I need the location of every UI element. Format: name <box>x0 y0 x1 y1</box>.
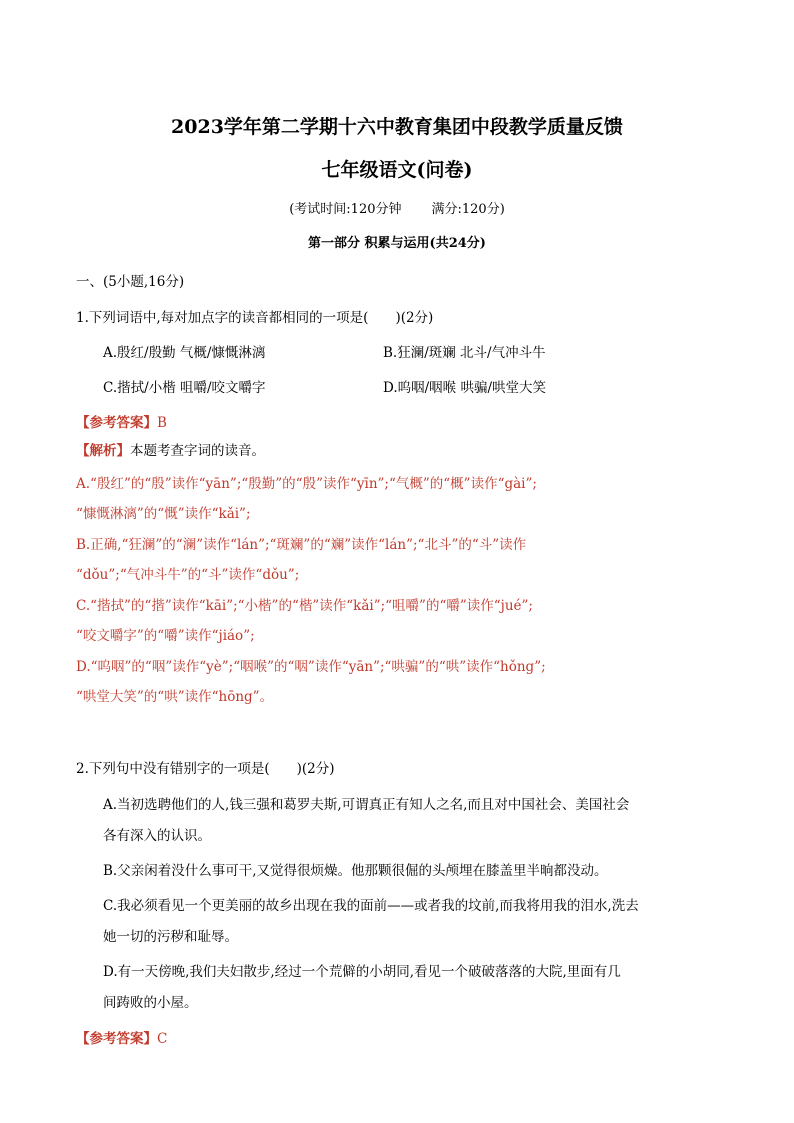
exam-score: 满分:120分) <box>431 202 505 217</box>
q1-answer <box>76 411 167 431</box>
q1-option-c: C.揩拭/小楷 咀嚼/咬文嚼字 <box>103 380 266 396</box>
q1-expl-line: “咬文嚼字”的“嚼”读作“jiáo”; <box>76 628 255 644</box>
q1-option-b: B.狂澜/斑斓 北斗/气冲斗牛 <box>383 345 546 361</box>
q1-analysis <box>76 439 265 459</box>
q1-expl-line: “慷慨淋漓”的“慨”读作“kǎi”; <box>76 506 251 522</box>
q1-expl-line: C.“揩拭”的“揩”读作“kāi”;“小楷”的“楷”读作“kǎi”;“咀嚼”的“嚼”读作“jué”; <box>76 598 533 614</box>
q2-option-a-cont: 各有深入的认识。 <box>103 828 211 844</box>
q1-expl-line: B.正确,“狂澜”的“澜”读作“lán”;“斑斓”的“斓”读作“lán”;“北斗”的“斗”读作 <box>76 537 527 553</box>
q2-option-d-cont: 间踌败的小屋。 <box>103 995 198 1011</box>
q1-expl-line: D.“呜咽”的“咽”读作“yè”;“咽喉”的“咽”读作“yān”;“哄骗”的“哄”读作“hǒng”; <box>76 659 546 675</box>
q1-answer-label: 【参考答案】 <box>76 415 157 431</box>
q2-answer-value: C <box>157 1031 168 1047</box>
q1-option-d: D.呜咽/咽喉 哄骗/哄堂大笑 <box>383 380 547 396</box>
q1-expl-line: A.“殷红”的“殷”读作“yān”;“殷勤”的“殷”读作“yīn”;“气概”的“概”读作“gài”; <box>76 476 537 492</box>
q2-answer-label: 【参考答案】 <box>76 1031 157 1047</box>
q1-options-row2 <box>103 376 547 396</box>
section-heading: 一、(5小题,16分) <box>76 274 185 290</box>
q2-option-c-cont: 她一切的污秽和耻辱。 <box>103 929 238 945</box>
q1-expl-line: “哄堂大笑”的“哄”读作“hōng”。 <box>76 689 274 705</box>
q1-expl-line: “dǒu”;“气冲斗牛”的“斗”读作“dǒu”; <box>76 567 300 583</box>
q1-analysis-text: 本题考查字词的读音。 <box>130 443 265 459</box>
q2-option-d: D.有一天傍晚,我们夫妇散步,经过一个荒僻的小胡同,看见一个破破落落的大院,里面有几 <box>103 964 621 980</box>
part-heading: 第一部分 积累与运用(共24分) <box>308 236 486 251</box>
q2-option-b: B.父亲闲着没什么事可干,又觉得很烦燥。他那颗很倔的头颅埋在膝盖里半晌都没动。 <box>103 863 608 879</box>
q1-stem: 1.下列词语中,每对加点字的读音都相同的一项是( )(2分) <box>76 310 434 326</box>
q2-stem: 2.下列句中没有错别字的一项是( )(2分) <box>76 761 335 777</box>
q1-answer-value: B <box>157 415 167 431</box>
q1-analysis-label: 【解析】 <box>76 443 130 459</box>
document-subtitle: 七年级语文(问卷) <box>321 159 473 181</box>
exam-time: (考试时间:120分钟 <box>289 202 402 217</box>
document-title: 2023学年第二学期十六中教育集团中段教学质量反馈 <box>171 116 623 138</box>
q2-option-a: A.当初选聘他们的人,钱三强和葛罗夫斯,可谓真正有知人之名,而且对中国社会、美国社会 <box>103 797 630 813</box>
q1-options-row1 <box>103 341 546 361</box>
q2-option-c: C.我必须看见一个更美丽的故乡出现在我的面前——或者我的坟前,而我将用我的泪水,洗去 <box>103 898 639 914</box>
q1-option-a: A.殷红/殷勤 气概/慷慨淋漓 <box>103 345 266 361</box>
exam-info <box>0 198 794 217</box>
q2-answer <box>76 1027 167 1047</box>
